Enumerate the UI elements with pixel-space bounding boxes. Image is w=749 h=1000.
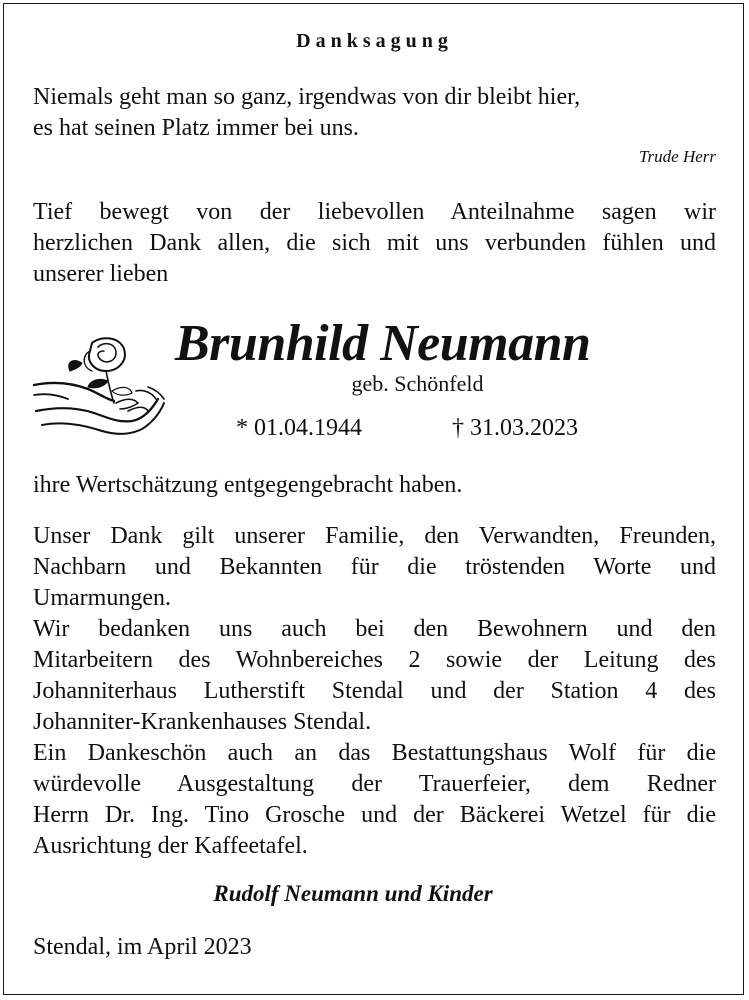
body-p1-line-2: Nachbarn und Bekannten für die tröstenden Worte und	[33, 554, 716, 580]
heading: Danksagung	[296, 30, 453, 52]
body-p3-line-2: würdevolle Ausgestaltung der Trauerfeier, dem Redner	[33, 771, 716, 797]
intro-line-3: unserer lieben	[33, 261, 169, 287]
intro-line-1: Tief bewegt von der liebevollen Anteilnahme sagen wir	[33, 199, 716, 225]
quote-line-2: es hat seinen Platz immer bei uns.	[33, 115, 359, 141]
born-name: geb. Schönfeld	[351, 371, 484, 396]
birth-date: * 01.04.1944	[236, 415, 362, 441]
appreciation-line: ihre Wertschätzung entgegengebracht haben.	[33, 472, 463, 498]
body-p3-line-1: Ein Dankeschön auch an das Bestattungshaus Wolf für die	[33, 740, 716, 766]
quote-line-1: Niemals geht man so ganz, irgendwas von dir bleibt hier,	[33, 84, 581, 110]
body-p2-line-3: Johanniterhaus Lutherstift Stendal und der Station 4 des	[33, 678, 716, 704]
body-p1-line-3: Umarmungen.	[33, 585, 171, 611]
signature: Rudolf Neumann und Kinder	[213, 881, 493, 906]
body-p2-line-4: Johanniter-Krankenhauses Stendal.	[33, 709, 372, 735]
body-p2-line-1: Wir bedanken uns auch bei den Bewohnern und den	[33, 616, 716, 642]
intro-line-2: herzlichen Dank allen, die sich mit uns verbunden fühlen und	[33, 230, 716, 256]
body-p3-line-3: Herrn Dr. Ing. Tino Grosche und der Bäckerei Wetzel für die	[33, 802, 716, 828]
deceased-name: Brunhild Neumann	[175, 315, 591, 372]
quote-author: Trude Herr	[639, 147, 716, 166]
body-p3-line-4: Ausrichtung der Kaffeetafel.	[33, 833, 308, 859]
body-p1-line-1: Unser Dank gilt unserer Familie, den Verwandten, Freunden,	[33, 523, 716, 549]
place-date: Stendal, im April 2023	[33, 934, 252, 960]
death-date: † 31.03.2023	[452, 415, 578, 441]
body-p2-line-2: Mitarbeitern des Wohnbereiches 2 sowie der Leitung des	[33, 647, 716, 673]
